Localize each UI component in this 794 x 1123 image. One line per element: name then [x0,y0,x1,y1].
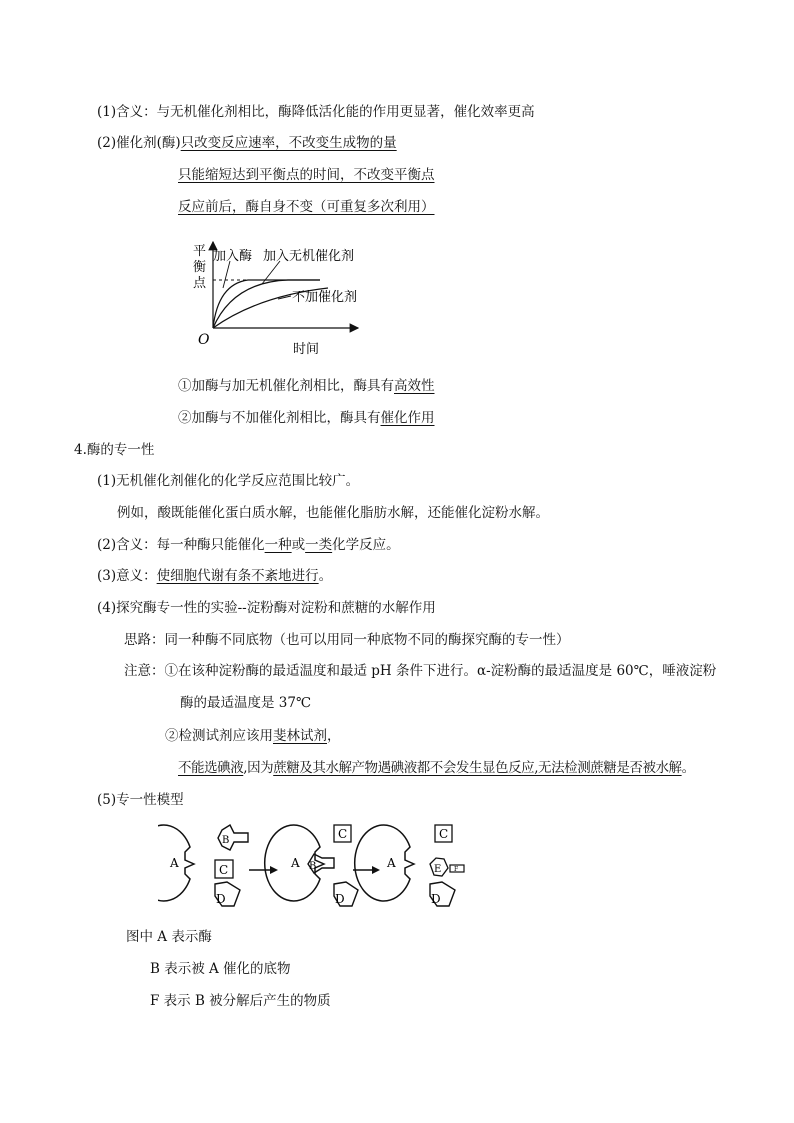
note-2-reagent: 斐林试剂 [273,728,327,744]
experiment-note-2 [165,727,341,745]
substance-c-label-2: C [338,827,348,841]
significance-suffix: 。 [318,568,333,584]
graph-origin: O [198,332,210,348]
legend-f: F 表示 B 被分解后产生的物质 [150,993,331,1009]
experiment-note-1-cont: 酶的最适温度是 37℃ [180,695,312,711]
significance-prefix: (3)意义： [97,568,157,584]
significance-term: 使细胞代谢有条不紊地进行 [156,568,319,584]
product-f-label: F [454,866,459,873]
substance-d-label-2: D [335,892,345,906]
point-example: 例如，酸既能催化蛋白质水解，也能催化脂肪水解，还能催化淀粉水解。 [117,505,549,521]
graph-y-label-2: 衡 [193,260,207,275]
graph-label-none: 不加催化剂 [292,290,358,305]
specificity-model-diagram [158,820,474,918]
graph-label-enzyme: 加入酶 [213,249,253,264]
conclusion-efficiency-term: 高效性 [394,378,435,394]
enzyme-a-label-3: A [387,856,396,870]
substrate-b-label-2: B [309,861,317,872]
graph-x-label: 时间 [293,342,320,357]
point-equilibrium: 只能缩短达到平衡点的时间，不改变平衡点 [178,167,435,183]
point-catalyst-underline: 只改变反应速率，不改变生成物的量 [180,135,397,151]
specificity-one-class: 一类 [305,537,333,553]
specificity-meaning-prefix: (2)含义：每一种酶只能催化 [97,537,265,553]
legend-a: 图中 A 表示酶 [126,929,212,945]
point-significance [97,567,332,585]
point-reusable: 反应前后，酶自身不变（可重复多次利用） [178,199,435,215]
arrow-2-head [372,866,380,874]
experiment-idea: 思路：同一种酶不同底物（也可以用同一种底物不同的酶探究酶的专一性） [124,632,570,648]
section-heading-specificity: 4.酶的专一性 [74,442,155,458]
point-meaning: (1)含义：与无机催化剂相比，酶降低活化能的作用更显著，催化效率更高 [97,104,535,120]
conclusion-efficiency [178,377,435,395]
legend-b: B 表示被 A 催化的底物 [150,961,291,977]
enzyme-a-stage3 [355,825,414,901]
reaction-graph [188,236,378,360]
substance-d-label-3: D [431,892,441,906]
substance-c-label-3: C [439,827,449,841]
note-2-prefix: ②检测试剂应该用 [165,728,273,744]
product-e-label: E [434,864,442,875]
graph-y-label-1: 平 [193,244,207,259]
conclusion-catalysis-prefix: ②加酶与不加催化剂相比，酶具有 [178,410,381,426]
note-3-reason: 蔗糖及其水解产物遇碘液都不会发生显色反应,无法检测蔗糖是否被水解 [273,760,682,776]
specificity-meaning-suffix: 化学反应。 [332,537,400,553]
experiment-note-3 [178,759,695,777]
conclusion-catalysis-term: 催化作用 [380,410,435,426]
leader-enzyme [223,261,230,288]
specificity-or: 或 [291,537,306,553]
point-catalyst [97,134,397,152]
graph-y-label-3: 点 [193,276,207,291]
point-inorganic-range: (1)无机催化剂催化的化学反应范围比较广。 [97,473,360,489]
experiment-note-1: 注意：①在该种淀粉酶的最适温度和最适 pH 条件下进行。α-淀粉酶的最适温度是 60℃，唾液淀粉 [124,663,717,679]
graph-label-inorganic: 加入无机催化剂 [263,249,355,264]
note-3-because: ,因为 [243,760,274,776]
substance-c-label-1: C [219,863,229,877]
substance-d-label-1: D [216,892,226,906]
point-catalyst-prefix: (2)催化剂(酶) [97,135,181,151]
conclusion-catalysis [178,409,435,427]
enzyme-a-label-2: A [291,856,300,870]
arrow-1-head [270,866,278,874]
substrate-b-label-1: B [222,835,230,846]
note-3-no-iodine: 不能选碘液 [178,760,244,776]
point-specificity-meaning [97,536,400,554]
note-3-suffix: 。 [681,760,695,776]
conclusion-efficiency-prefix: ①加酶与加无机催化剂相比，酶具有 [178,378,394,394]
specificity-one-kind: 一种 [264,537,292,553]
point-experiment: (4)探究酶专一性的实验--淀粉酶对淀粉和蔗糖的水解作用 [97,600,436,616]
note-2-suffix: ， [327,728,341,744]
enzyme-a-label-1: A [170,856,179,870]
point-model: (5)专一性模型 [97,792,184,808]
